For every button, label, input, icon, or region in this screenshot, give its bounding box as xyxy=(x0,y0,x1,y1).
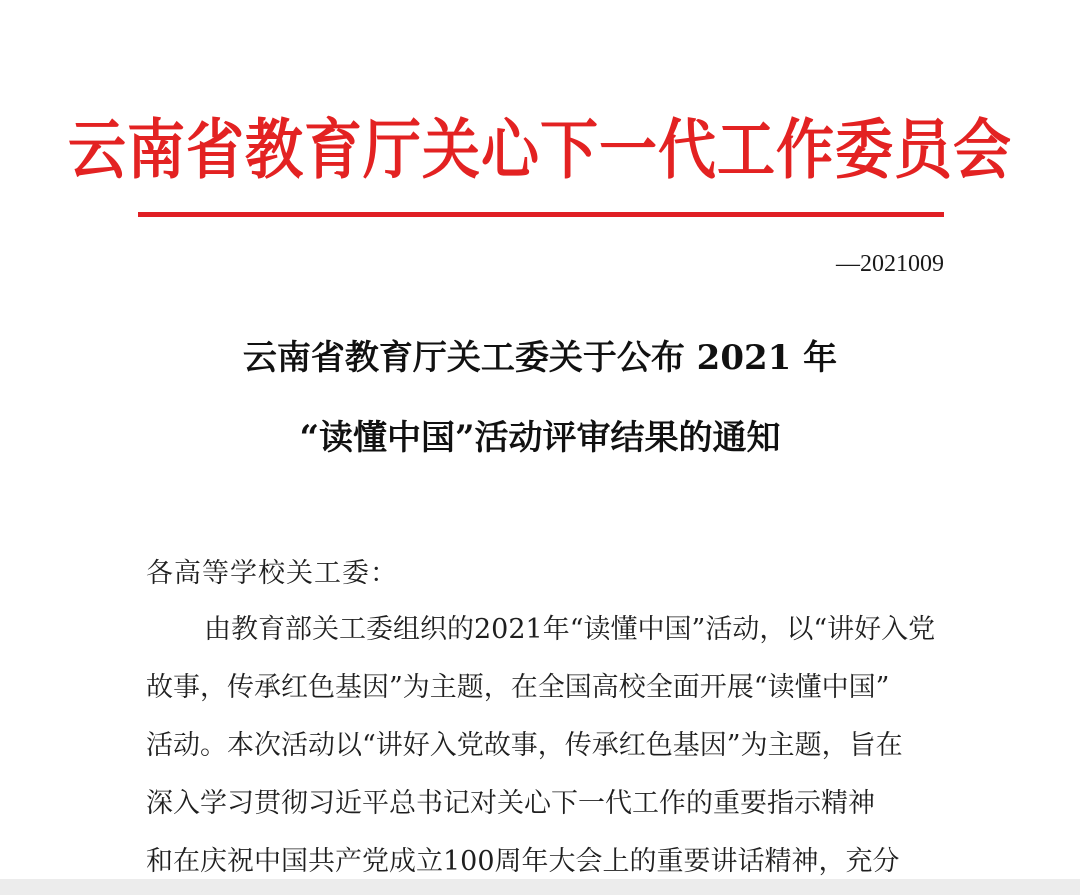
masthead-red-rule xyxy=(138,212,944,217)
viewer-bottom-bar xyxy=(0,879,1080,895)
salutation: 各高等学校关工委： xyxy=(146,558,398,589)
body-paragraph xyxy=(146,601,946,891)
body-line: 和在庆祝中国共产党成立100周年大会上的重要讲话精神，充分 xyxy=(146,846,900,877)
document-number: —2021009 xyxy=(836,251,944,277)
body-line: 由教育部关工委组织的2021年“读懂中国”活动，以“讲好入党 xyxy=(204,614,936,645)
document-title-line-1: 云南省教育厅关工委关于公布 2021 年 xyxy=(242,338,838,378)
document-title-line-2: “读懂中国”活动评审结果的通知 xyxy=(299,418,781,458)
body-line: 故事，传承红色基因”为主题，在全国高校全面开展“读懂中国” xyxy=(146,672,890,703)
document-masthead: 云南省教育厅关心下一代工作委员会 xyxy=(67,111,1012,188)
body-line: 活动。本次活动以“讲好入党故事，传承红色基因”为主题，旨在 xyxy=(146,730,903,761)
body-line: 深入学习贯彻习近平总书记对关心下一代工作的重要指示精神 xyxy=(146,788,875,819)
